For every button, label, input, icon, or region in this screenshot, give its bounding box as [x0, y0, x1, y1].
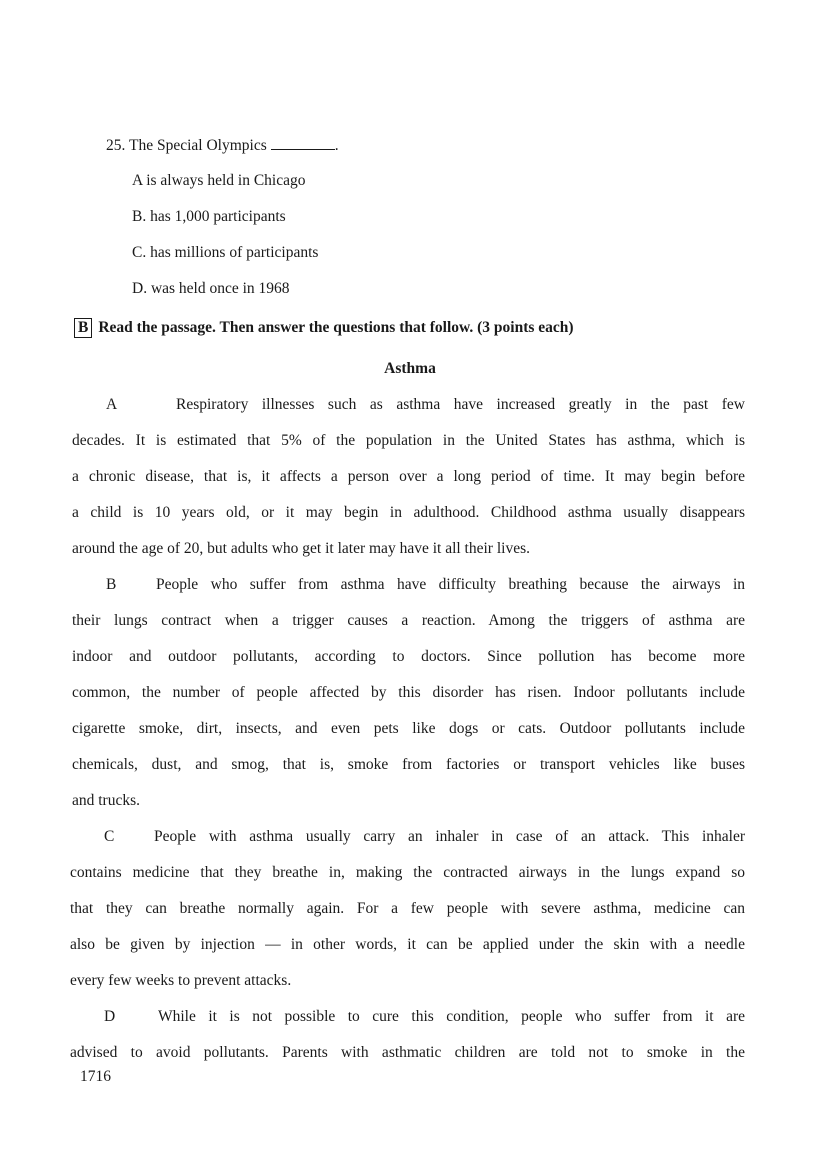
paragraph-a-line-4: a child is 10 years old, or it may begin in adulthood. Childhood asthma usually disappears — [72, 504, 745, 521]
paragraph-b-line-3: indoor and outdoor pollutants, according to doctors. Since pollution has become more — [72, 648, 745, 665]
answer-blank — [271, 135, 335, 150]
option-c: C. has millions of participants — [132, 244, 319, 261]
paragraph-d-label: D — [104, 1008, 116, 1025]
paragraph-c-line-1: C People with asthma usually carry an inhaler in case of an attack. This inhaler — [104, 828, 745, 845]
section-label: B — [74, 318, 92, 338]
question-suffix: . — [334, 137, 339, 154]
section-points: (3 points each) — [477, 319, 574, 336]
paragraph-c-line-4: also be given by injection — in other words, it can be applied under the skin with a needle — [70, 936, 745, 953]
section-instruction: Read the passage. Then answer the questions that follow. — [98, 319, 474, 336]
paragraph-b-line-7: and trucks. — [72, 792, 141, 809]
question-25 — [106, 135, 339, 156]
paragraph-d-line-2: advised to avoid pollutants. Parents with asthmatic children are told not to smoke in the — [70, 1044, 745, 1061]
paragraph-b-line-4: common, the number of people affected by this disorder has risen. Indoor pollutants include — [72, 684, 745, 701]
paragraph-b-line-6: chemicals, dust, and smog, that is, smoke from factories or transport vehicles like buses — [72, 756, 745, 773]
paragraph-a-line-1: A Respiratory illnesses such as asthma have increased greatly in the past few — [106, 396, 745, 413]
section-header — [74, 318, 574, 338]
option-b: B. has 1,000 participants — [132, 208, 286, 225]
paragraph-b-line-5: cigarette smoke, dirt, insects, and even pets like dogs or cats. Outdoor pollutants include — [72, 720, 745, 737]
paragraph-c-label: C — [104, 828, 115, 845]
paragraph-c-line-5: every few weeks to prevent attacks. — [70, 972, 292, 989]
paragraph-c-line-3: that they can breathe normally again. For a few people with severe asthma, medicine can — [70, 900, 745, 917]
option-a: A is always held in Chicago — [132, 172, 306, 189]
paragraph-b-label: B — [106, 576, 117, 593]
paragraph-b-line-1: B People who suffer from asthma have difficulty breathing because the airways in — [106, 576, 745, 593]
paragraph-c-line-2: contains medicine that they breathe in, making the contracted airways in the lungs expand so — [70, 864, 745, 881]
paragraph-a-label: A — [106, 396, 118, 413]
paragraph-a-line-2: decades. It is estimated that 5% of the population in the United States has asthma, which is — [72, 432, 745, 449]
paragraph-d-line-1: D While it is not possible to cure this condition, people who suffer from it are — [104, 1008, 745, 1025]
question-number: 25. — [106, 137, 126, 154]
page-number: 1716 — [80, 1068, 111, 1085]
passage-title: Asthma — [384, 360, 436, 377]
paragraph-a-line-3: a chronic disease, that is, it affects a person over a long period of time. It may begin before — [72, 468, 745, 485]
question-stem: The Special Olympics — [128, 137, 267, 154]
paragraph-b-line-2: their lungs contract when a trigger causes a reaction. Among the triggers of asthma are — [72, 612, 745, 629]
option-d: D. was held once in 1968 — [132, 280, 290, 297]
paragraph-a-line-5: around the age of 20, but adults who get it later may have it all their lives. — [72, 540, 530, 557]
